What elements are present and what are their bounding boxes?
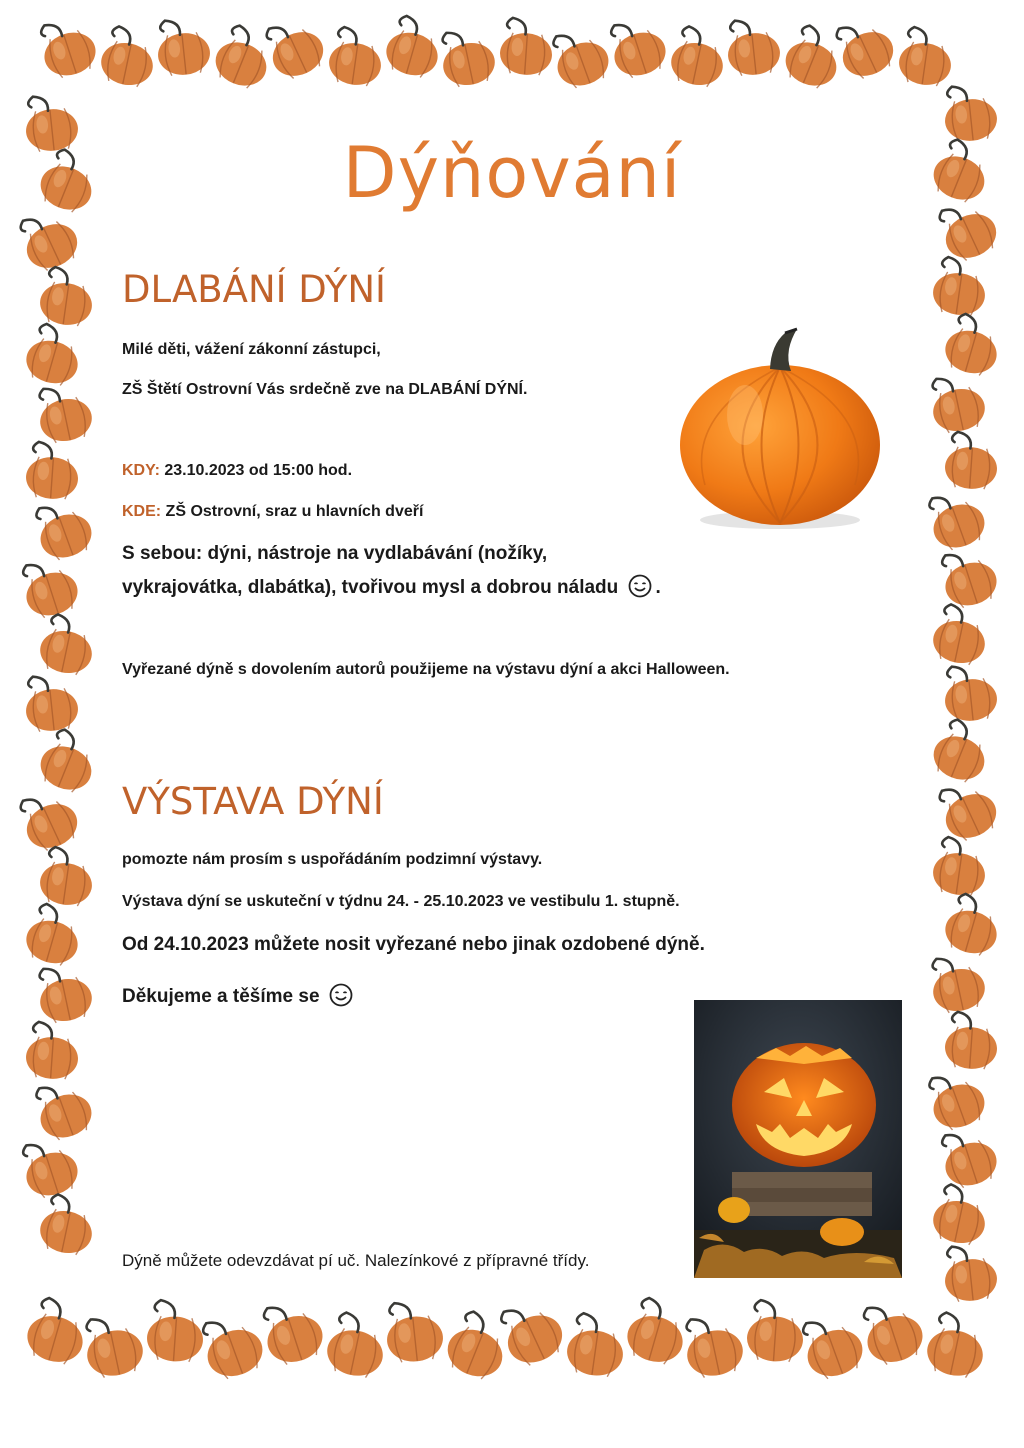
pumpkin-icon <box>930 836 989 899</box>
pumpkin-icon <box>929 1182 991 1247</box>
pumpkin-icon <box>930 256 989 319</box>
pumpkin-icon <box>14 203 85 276</box>
pumpkin-icon <box>80 1310 147 1381</box>
pumpkin-icon <box>927 716 996 787</box>
pumpkin-icon <box>25 441 81 500</box>
pumpkin-icon <box>37 266 96 329</box>
pumpkin-icon <box>622 1295 692 1368</box>
pumpkin-icon <box>499 17 555 76</box>
exhibition-line2: Výstava dýní se uskuteční v týdnu 24. - 25.10.2023 ve vestibulu 1. stupně. <box>122 893 680 910</box>
pumpkin-icon <box>941 662 999 723</box>
pumpkin-icon <box>146 1299 206 1363</box>
pumpkin-icon <box>25 1021 81 1080</box>
when-value: 23.10.2023 od 15:00 hod. <box>159 462 353 479</box>
pumpkin-icon <box>944 1011 1000 1070</box>
pumpkin-icon <box>940 311 1005 379</box>
pumpkin-icon <box>33 960 95 1025</box>
pumpkin-icon <box>680 1310 747 1381</box>
pumpkin-icon <box>381 13 446 81</box>
pumpkin-icon <box>746 1299 806 1363</box>
pumpkin-icon <box>30 494 98 564</box>
pumpkin-icon <box>940 891 1005 959</box>
pumpkin-icon <box>21 901 86 969</box>
note-text: Vyřezané dýně s dovolením autorů použijeme na výstavu dýní a akci Halloween. <box>122 661 730 678</box>
pumpkin-icon <box>33 380 95 445</box>
bring-end: . <box>655 577 661 598</box>
bring-text-line2 <box>122 574 661 599</box>
pumpkin-icon <box>154 16 212 77</box>
exhibition-line3: Od 24.10.2023 můžete nosit vyřezané nebo jinak ozdobené dýně. <box>122 934 705 955</box>
pumpkin-icon <box>383 1298 445 1364</box>
pumpkin-icon <box>923 1064 991 1134</box>
pumpkin-icon <box>547 22 615 92</box>
jack-o-lantern-photo <box>694 1000 902 1278</box>
pumpkin-icon <box>796 1308 869 1384</box>
pumpkin-icon <box>926 370 988 435</box>
pumpkin-icon <box>857 1294 929 1369</box>
pumpkin-icon <box>14 783 85 856</box>
pumpkin-icon <box>724 16 782 77</box>
pumpkin-icon <box>667 24 729 89</box>
pumpkin-icon <box>830 11 901 84</box>
pumpkin-icon <box>564 1312 628 1379</box>
bring-text-line1: S sebou: dýni, nástroje na vydlabávání (nožíky, <box>122 543 548 564</box>
carving-heading: DLABÁNÍ DÝNÍ <box>122 268 386 311</box>
where-value: ZŠ Ostrovní, sraz u hlavních dveří <box>161 503 424 520</box>
pumpkin-icon <box>926 950 988 1015</box>
when-label: KDY: <box>122 462 160 479</box>
pumpkin-icon <box>923 1310 990 1381</box>
pumpkin-icon <box>16 1133 83 1202</box>
pumpkin-icon <box>923 484 991 554</box>
pumpkin-icon <box>896 26 955 89</box>
pumpkin-icon <box>935 1123 1002 1192</box>
pumpkin-icon <box>494 1293 570 1371</box>
pumpkin-icon <box>22 1295 92 1368</box>
pumpkin-icon <box>257 1294 329 1369</box>
where-line <box>122 503 423 521</box>
where-label: KDE: <box>122 503 162 520</box>
pumpkin-icon <box>97 24 159 89</box>
pumpkin-icon <box>37 846 96 909</box>
pumpkin-photo <box>665 305 895 540</box>
pumpkin-icon <box>34 13 101 82</box>
pumpkin-icon <box>929 602 991 667</box>
pumpkin-icon <box>260 11 331 84</box>
thanks-line <box>122 983 357 1008</box>
when-line <box>122 462 352 480</box>
bring-text: vykrajovátka, dlabátka), tvořivou mysl a dobrou náladu <box>122 577 619 598</box>
pumpkin-icon <box>604 13 671 82</box>
return-note: Dýně můžete odevzdávat pí uč. Nalezínkové z přípravné třídy. <box>122 1251 590 1270</box>
smiley-icon <box>329 983 353 1007</box>
pumpkin-icon <box>941 1242 999 1303</box>
thanks-text: Děkujeme a těšíme se <box>122 986 320 1007</box>
pumpkin-icon <box>34 726 103 797</box>
pumpkin-icon <box>16 553 83 622</box>
pumpkin-icon <box>326 26 385 89</box>
greeting-text: Milé děti, vážení zákonní zástupci, <box>122 341 381 358</box>
exhibition-heading: VÝSTAVA DÝNÍ <box>122 780 384 823</box>
pumpkin-icon <box>21 321 86 389</box>
pumpkin-icon <box>933 773 1004 846</box>
pumpkin-icon <box>441 1307 515 1384</box>
pumpkin-icon <box>935 543 1002 612</box>
pumpkin-icon <box>36 612 98 677</box>
invite-text: ZŠ Štětí Ostrovní Vás srdečně zve na DLABÁNÍ DÝNÍ. <box>122 381 528 398</box>
smiley-icon <box>628 574 652 598</box>
pumpkin-icon <box>22 672 80 733</box>
page-title: Dýňování <box>342 132 682 214</box>
exhibition-line1: pomozte nám prosím s uspořádáním podzimní výstavy. <box>122 851 543 868</box>
pumpkin-icon <box>436 24 498 89</box>
pumpkin-icon <box>196 1308 269 1384</box>
pumpkin-icon <box>323 1310 390 1381</box>
pumpkin-icon <box>36 1192 98 1257</box>
pumpkin-icon <box>944 431 1000 490</box>
pumpkin-icon <box>30 1074 98 1144</box>
